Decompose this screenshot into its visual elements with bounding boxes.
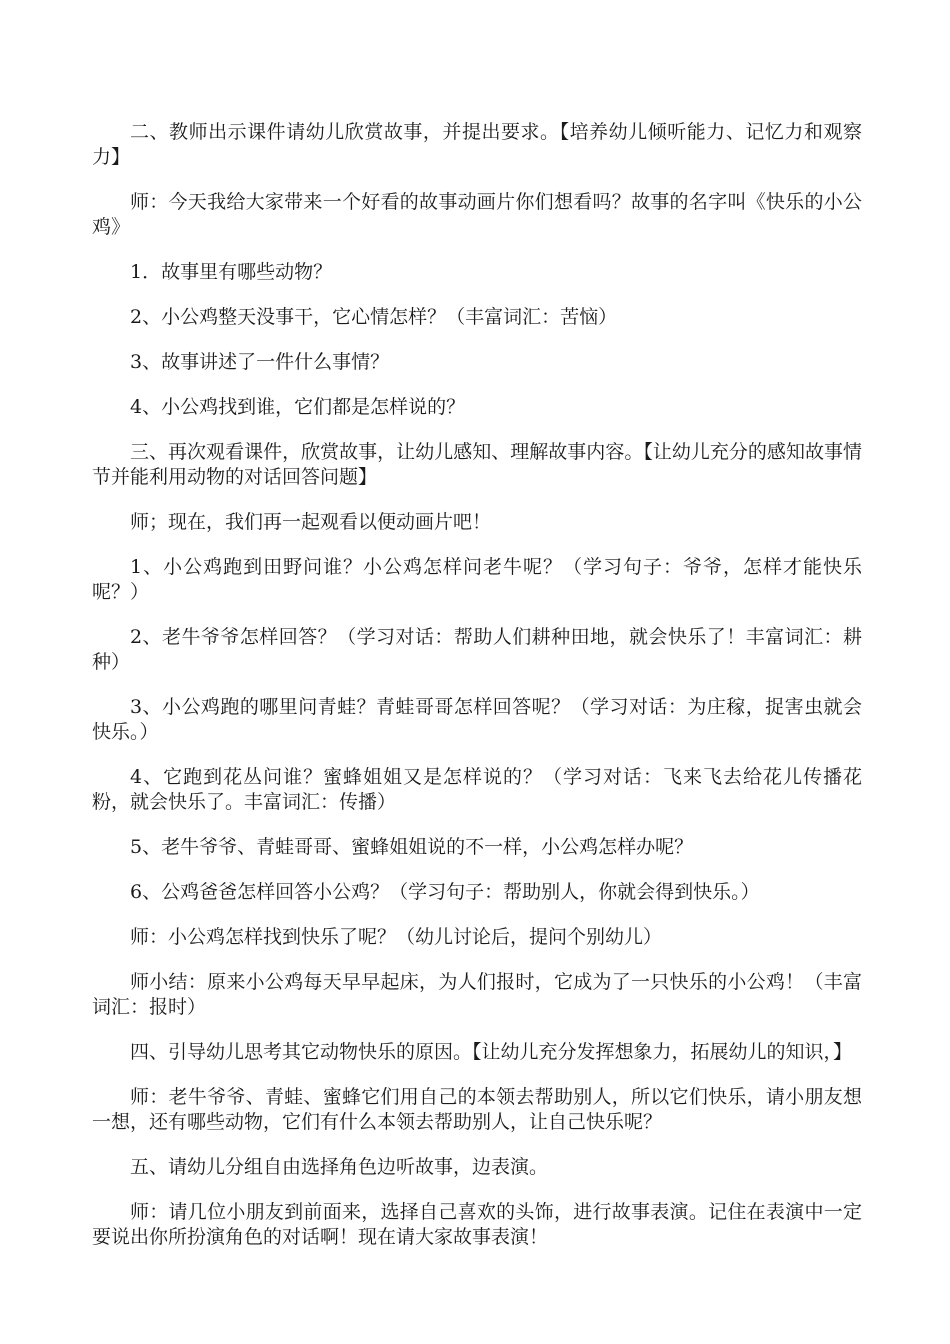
paragraph-teacher-question: 师：小公鸡怎样找到快乐了呢？（幼儿讨论后，提问个别幼儿）	[130, 926, 663, 948]
paragraph-step-3: 3、小公鸡跑的哪里问青蛙？青蛙哥哥怎样回答呢？（学习对话：为庄稼，捉害虫就会快乐。）	[92, 696, 862, 743]
paragraph-teacher-think: 师：老牛爷爷、青蛙、蜜蜂它们用自己的本领去帮助别人，所以它们快乐，请小朋友想一想，还有哪些动物，它们有什么本领去帮助别人，让自己快乐呢？	[92, 1086, 862, 1133]
paragraph-section-five: 五、请幼儿分组自由选择角色边听故事，边表演。	[130, 1156, 549, 1178]
paragraph-teacher-perform: 师：请几位小朋友到前面来，选择自己喜欢的头饰，进行故事表演。记住在表演中一定要说出你所扮演角色的对话啊！现在请大家故事表演！	[92, 1201, 862, 1248]
paragraph-step-2: 2、老牛爷爷怎样回答？（学习对话：帮助人们耕种田地，就会快乐了！丰富词汇：耕种）	[92, 626, 862, 673]
paragraph-question-3: 3、故事讲述了一件什么事情？	[130, 351, 390, 373]
paragraph-question-2: 2、小公鸡整天没事干，它心情怎样？（丰富词汇：苦恼）	[130, 306, 618, 328]
paragraph-section-four: 四、引导幼儿思考其它动物快乐的原因。【让幼儿充分发挥想象力，拓展幼儿的知识，】	[130, 1041, 853, 1063]
paragraph-section-two: 二、教师出示课件请幼儿欣赏故事，并提出要求。【培养幼儿倾听能力、记忆力和观察力】	[92, 121, 862, 168]
paragraph-teacher-summary: 师小结：原来小公鸡每天早早起床，为人们报时，它成为了一只快乐的小公鸡！（丰富词汇：报时）	[92, 971, 862, 1018]
paragraph-step-6: 6、公鸡爸爸怎样回答小公鸡？（学习句子：帮助别人，你就会得到快乐。）	[130, 881, 760, 903]
paragraph-teacher-intro: 师：今天我给大家带来一个好看的故事动画片你们想看吗？故事的名字叫《快乐的小公鸡》	[92, 191, 862, 238]
paragraph-step-4: 4、它跑到花丛问谁？蜜蜂姐姐又是怎样说的？（学习对话：飞来飞去给花儿传播花粉，就会快乐了。丰富词汇：传播）	[92, 766, 862, 813]
paragraph-section-three: 三、再次观看课件，欣赏故事，让幼儿感知、理解故事内容。【让幼儿充分的感知故事情节并能利用动物的对话回答问题】	[92, 441, 862, 488]
paragraph-question-4: 4、小公鸡找到谁，它们都是怎样说的？	[130, 396, 466, 418]
paragraph-teacher-watch: 师；现在，我们再一起观看以便动画片吧！	[130, 511, 492, 533]
paragraph-step-1: 1、小公鸡跑到田野问谁？小公鸡怎样问老牛呢？（学习句子：爷爷，怎样才能快乐呢？）	[92, 556, 862, 603]
document-page	[92, 120, 862, 1270]
paragraph-question-1: 1．故事里有哪些动物？	[130, 261, 333, 283]
paragraph-step-5: 5、老牛爷爷、青蛙哥哥、蜜蜂姐姐说的不一样，小公鸡怎样办呢？	[130, 836, 694, 858]
